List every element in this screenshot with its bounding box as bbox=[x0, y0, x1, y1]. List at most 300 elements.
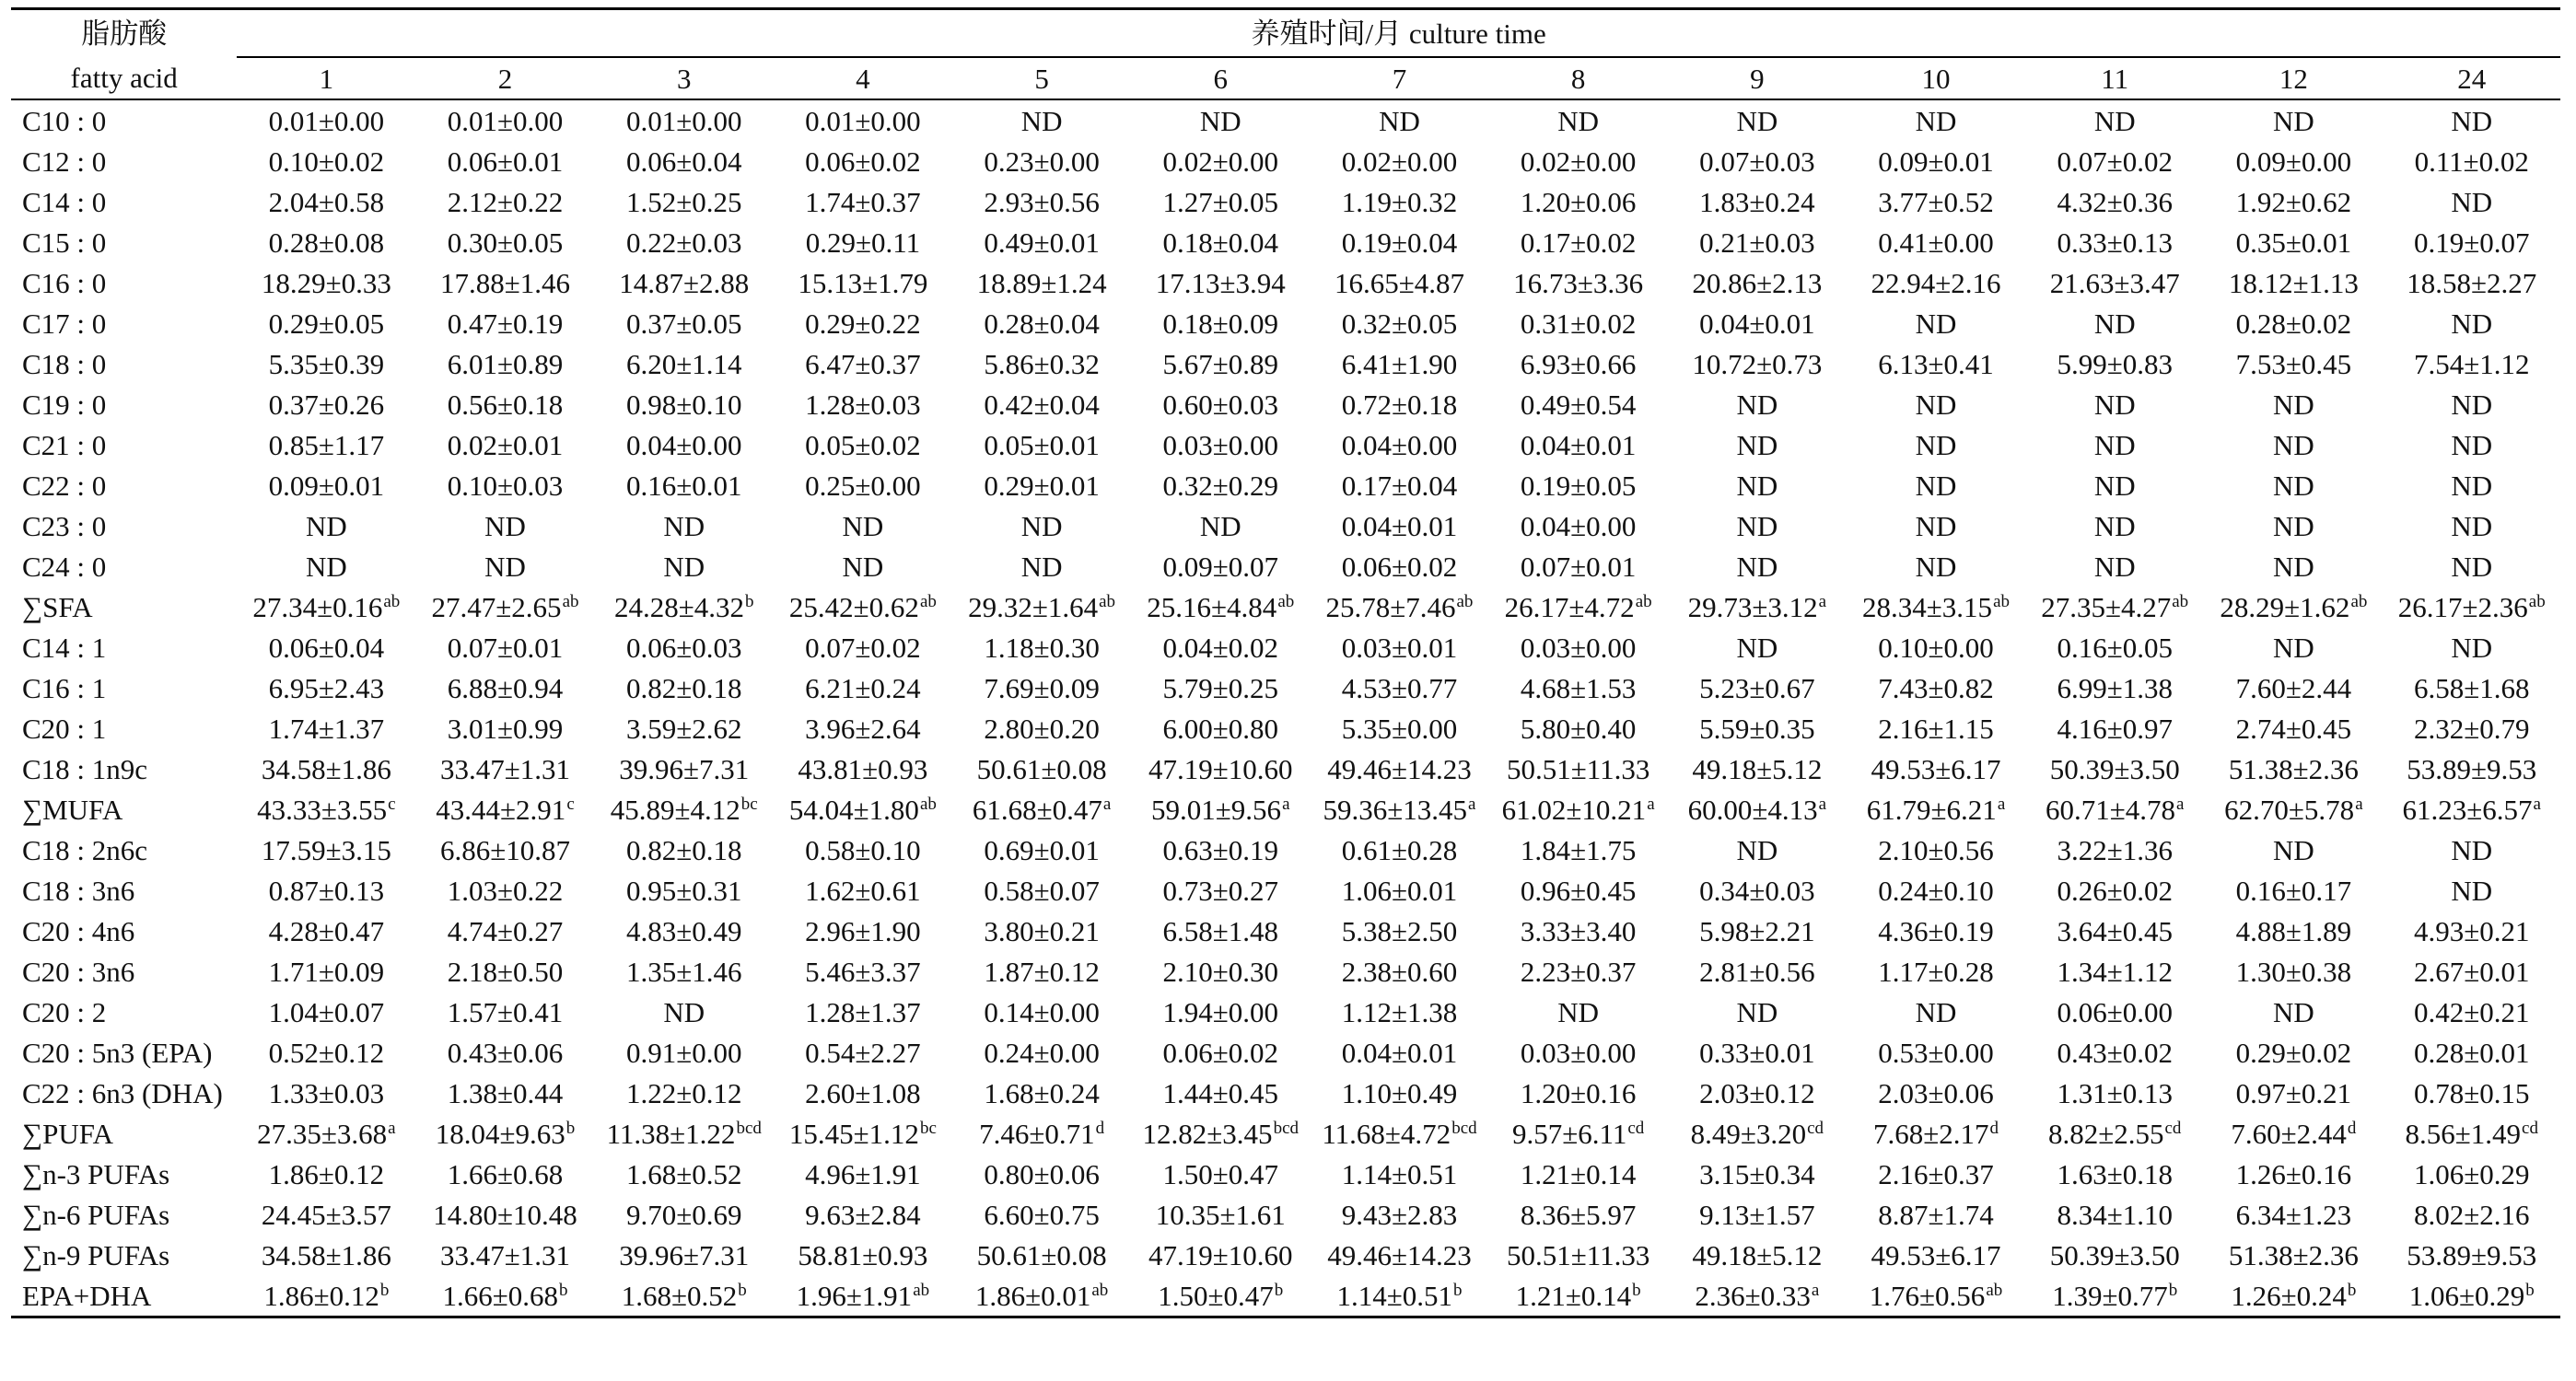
cell-value: ND bbox=[1915, 428, 1957, 461]
cell-value: ND bbox=[2451, 469, 2493, 502]
table-row bbox=[11, 951, 2560, 992]
cell-value: 16.73±3.36 bbox=[1513, 266, 1644, 299]
value-cell bbox=[415, 303, 594, 343]
significance-letter: ab bbox=[1277, 591, 1295, 611]
cell-value: 3.15±0.34 bbox=[1699, 1157, 1815, 1190]
value-cell bbox=[1847, 222, 2025, 262]
value-cell bbox=[415, 870, 594, 911]
cell-value: 5.35±0.39 bbox=[268, 347, 385, 380]
cell-value: 0.33±0.01 bbox=[1699, 1036, 1815, 1069]
value-cell bbox=[237, 627, 415, 667]
cell-value: 0.29±0.01 bbox=[984, 469, 1100, 502]
cell-value: 2.16±1.15 bbox=[1878, 712, 1994, 745]
cell-value: 0.26±0.02 bbox=[2057, 874, 2173, 907]
value-cell bbox=[1131, 667, 1310, 708]
value-cell bbox=[952, 222, 1131, 262]
value-cell bbox=[1310, 222, 1488, 262]
value-cell bbox=[415, 749, 594, 789]
value-cell bbox=[237, 1275, 415, 1317]
value-cell bbox=[2025, 181, 2204, 222]
cell-value: ND bbox=[2093, 509, 2136, 542]
cell-value: ND bbox=[2093, 469, 2136, 502]
value-cell bbox=[2384, 262, 2561, 303]
row-label: C18 : 0 bbox=[22, 347, 107, 380]
value-cell bbox=[1131, 951, 1310, 992]
cell-value: 11.38±1.22 bbox=[606, 1117, 736, 1150]
cell-value: 0.19±0.04 bbox=[1341, 226, 1458, 259]
value-cell bbox=[1668, 424, 1847, 465]
value-cell bbox=[1310, 1032, 1488, 1073]
value-cell bbox=[1310, 1275, 1488, 1317]
value-cell bbox=[2025, 384, 2204, 424]
cell-value: 6.47±0.37 bbox=[805, 347, 921, 380]
cell-value: 43.33±3.55 bbox=[257, 793, 388, 826]
cell-value: 0.29±0.22 bbox=[805, 307, 921, 340]
value-cell bbox=[2204, 303, 2383, 343]
cell-value: 1.84±1.75 bbox=[1520, 833, 1637, 866]
table-row bbox=[11, 1235, 2560, 1275]
cell-value: 7.69±0.09 bbox=[984, 671, 1100, 704]
cell-value: 0.04±0.02 bbox=[1162, 631, 1279, 664]
value-cell bbox=[1310, 870, 1488, 911]
value-cell bbox=[1847, 1032, 2025, 1073]
value-cell bbox=[774, 181, 952, 222]
cell-value: 1.63±0.18 bbox=[2057, 1157, 2173, 1190]
cell-value: 4.36±0.19 bbox=[1878, 914, 1994, 947]
value-cell bbox=[1668, 708, 1847, 749]
cell-value: 1.21±0.14 bbox=[1520, 1157, 1637, 1190]
cell-value: 27.35±4.27 bbox=[2041, 590, 2172, 623]
cell-value: ND bbox=[2093, 307, 2136, 340]
cell-value: 0.95±0.31 bbox=[625, 874, 742, 907]
value-cell bbox=[952, 870, 1131, 911]
cell-value: 6.21±0.24 bbox=[805, 671, 921, 704]
row-label: ∑SFA bbox=[22, 590, 93, 623]
value-cell bbox=[1847, 749, 2025, 789]
cell-value: 1.71±0.09 bbox=[268, 955, 385, 988]
cell-value: 60.71±4.78 bbox=[2045, 793, 2175, 826]
month-header-cell: 2 bbox=[415, 57, 594, 99]
value-cell bbox=[1489, 99, 1668, 141]
cell-value: ND bbox=[1557, 104, 1600, 137]
cell-value: 18.12±1.13 bbox=[2228, 266, 2359, 299]
cell-value: 1.10±0.49 bbox=[1341, 1076, 1458, 1109]
value-cell bbox=[952, 1154, 1131, 1194]
cell-value: 0.96±0.45 bbox=[1520, 874, 1637, 907]
value-cell bbox=[1847, 546, 2025, 586]
cell-value: 0.58±0.07 bbox=[984, 874, 1100, 907]
cell-value: 0.37±0.26 bbox=[268, 388, 385, 421]
cell-value: 1.06±0.29 bbox=[2408, 1279, 2525, 1312]
value-cell bbox=[952, 1194, 1131, 1235]
value-cell bbox=[1489, 1073, 1668, 1113]
month-header-cell: 5 bbox=[952, 57, 1131, 99]
value-cell bbox=[952, 667, 1131, 708]
cell-value: 0.07±0.01 bbox=[447, 631, 564, 664]
cell-value: 1.66±0.68 bbox=[442, 1279, 559, 1312]
cell-value: ND bbox=[842, 550, 884, 583]
cell-value: ND bbox=[484, 550, 526, 583]
cell-value: 1.34±1.12 bbox=[2057, 955, 2173, 988]
value-cell bbox=[237, 222, 415, 262]
value-cell bbox=[774, 465, 952, 505]
month-header-cell: 1 bbox=[237, 57, 415, 99]
value-cell bbox=[2025, 789, 2204, 830]
cell-value: 4.88±1.89 bbox=[2235, 914, 2352, 947]
value-cell bbox=[415, 830, 594, 870]
cell-value: ND bbox=[305, 509, 347, 542]
value-cell bbox=[774, 343, 952, 384]
significance-letter: ab bbox=[1099, 591, 1116, 611]
value-cell bbox=[1847, 303, 2025, 343]
cell-value: 1.35±1.46 bbox=[625, 955, 742, 988]
cell-value: 1.86±0.12 bbox=[263, 1279, 379, 1312]
significance-letter: b bbox=[1632, 1280, 1641, 1300]
value-cell bbox=[1668, 303, 1847, 343]
value-cell bbox=[2025, 424, 2204, 465]
cell-value: 0.73±0.27 bbox=[1162, 874, 1279, 907]
cell-value: 5.67±0.89 bbox=[1162, 347, 1279, 380]
value-cell bbox=[1847, 465, 2025, 505]
value-cell bbox=[415, 992, 594, 1032]
significance-letter: ab bbox=[2528, 591, 2546, 611]
value-cell bbox=[2204, 830, 2383, 870]
cell-value: 1.38±0.44 bbox=[447, 1076, 564, 1109]
value-cell bbox=[1847, 870, 2025, 911]
cell-value: 7.53±0.45 bbox=[2235, 347, 2352, 380]
cell-value: 0.02±0.00 bbox=[1162, 145, 1279, 178]
cell-value: 43.44±2.91 bbox=[436, 793, 566, 826]
value-cell bbox=[1668, 99, 1847, 141]
value-cell bbox=[595, 911, 774, 951]
value-cell bbox=[1310, 749, 1488, 789]
cell-value: 0.04±0.01 bbox=[1520, 428, 1637, 461]
value-cell bbox=[1131, 586, 1310, 627]
significance-letter: b bbox=[565, 1118, 576, 1138]
value-cell bbox=[1668, 505, 1847, 546]
row-label: C21 : 0 bbox=[22, 428, 107, 461]
value-cell bbox=[2384, 627, 2561, 667]
value-cell bbox=[237, 465, 415, 505]
row-label: C20 : 3n6 bbox=[22, 955, 135, 988]
value-cell bbox=[237, 343, 415, 384]
row-label: C24 : 0 bbox=[22, 550, 107, 583]
value-cell bbox=[237, 586, 415, 627]
value-cell bbox=[2204, 181, 2383, 222]
cell-value: 0.28±0.04 bbox=[984, 307, 1100, 340]
cell-value: 33.47±1.31 bbox=[440, 752, 571, 785]
value-cell bbox=[1310, 424, 1488, 465]
value-cell bbox=[1131, 1154, 1310, 1194]
cell-value: 26.17±2.36 bbox=[2397, 590, 2528, 623]
cell-value: ND bbox=[1736, 550, 1778, 583]
cell-value: 28.29±1.62 bbox=[2220, 590, 2350, 623]
cell-value: 21.63±3.47 bbox=[2049, 266, 2180, 299]
cell-value: ND bbox=[2451, 550, 2493, 583]
cell-value: 0.04±0.01 bbox=[1699, 307, 1815, 340]
value-cell bbox=[1847, 1194, 2025, 1235]
value-cell bbox=[774, 749, 952, 789]
significance-letter: bcd bbox=[1273, 1118, 1299, 1138]
value-cell bbox=[2384, 1154, 2561, 1194]
value-cell bbox=[2384, 708, 2561, 749]
table-row bbox=[11, 870, 2560, 911]
value-cell bbox=[1847, 343, 2025, 384]
cell-value: 2.38±0.60 bbox=[1341, 955, 1458, 988]
value-cell bbox=[952, 505, 1131, 546]
row-label: C20 : 5n3 (EPA) bbox=[22, 1036, 213, 1069]
value-cell bbox=[1489, 1154, 1668, 1194]
value-cell bbox=[2025, 749, 2204, 789]
value-cell bbox=[1847, 992, 2025, 1032]
cell-value: 7.43±0.82 bbox=[1878, 671, 1994, 704]
value-cell bbox=[1668, 343, 1847, 384]
cell-value: 2.03±0.06 bbox=[1878, 1076, 1994, 1109]
value-cell bbox=[595, 1113, 774, 1154]
value-cell bbox=[2204, 951, 2383, 992]
cell-value: 1.66±0.68 bbox=[447, 1157, 564, 1190]
cell-value: ND bbox=[1020, 550, 1063, 583]
value-cell bbox=[595, 424, 774, 465]
cell-value: 0.43±0.02 bbox=[2057, 1036, 2173, 1069]
cell-value: 0.19±0.07 bbox=[2413, 226, 2530, 259]
cell-value: ND bbox=[663, 995, 705, 1028]
table-body bbox=[11, 99, 2560, 1317]
significance-letter: d bbox=[1989, 1118, 1999, 1138]
cell-value: 0.54±2.27 bbox=[805, 1036, 921, 1069]
table-row bbox=[11, 1032, 2560, 1073]
cell-value: 0.47±0.19 bbox=[447, 307, 564, 340]
cell-value: 2.12±0.22 bbox=[447, 185, 564, 218]
cell-value: 27.34±0.16 bbox=[252, 590, 383, 623]
value-cell bbox=[774, 262, 952, 303]
cell-value: 0.01±0.00 bbox=[447, 104, 564, 137]
value-cell bbox=[237, 911, 415, 951]
cell-value: 51.38±2.36 bbox=[2228, 1238, 2359, 1271]
value-cell bbox=[1668, 667, 1847, 708]
value-cell bbox=[1310, 1073, 1488, 1113]
value-cell bbox=[1131, 749, 1310, 789]
significance-letter: a bbox=[1282, 794, 1290, 814]
value-cell bbox=[237, 262, 415, 303]
significance-letter: cd bbox=[1807, 1118, 1824, 1138]
significance-letter: cd bbox=[2522, 1118, 2538, 1138]
cell-value: 1.26±0.24 bbox=[2231, 1279, 2347, 1312]
value-cell bbox=[952, 1073, 1131, 1113]
cell-value: 1.06±0.01 bbox=[1341, 874, 1458, 907]
value-cell bbox=[415, 708, 594, 749]
table-row bbox=[11, 1275, 2560, 1317]
cell-value: 1.26±0.16 bbox=[2235, 1157, 2352, 1190]
value-cell bbox=[774, 586, 952, 627]
cell-value: 0.22±0.03 bbox=[625, 226, 742, 259]
significance-letter: b bbox=[2168, 1280, 2178, 1300]
cell-value: 2.32±0.79 bbox=[2413, 712, 2530, 745]
cell-value: 0.06±0.04 bbox=[625, 145, 742, 178]
cell-value: 9.63±2.84 bbox=[805, 1198, 921, 1231]
cell-value: 50.39±3.50 bbox=[2049, 1238, 2180, 1271]
cell-value: ND bbox=[1736, 509, 1778, 542]
cell-value: 0.58±0.10 bbox=[805, 833, 921, 866]
cell-value: 0.09±0.00 bbox=[2235, 145, 2352, 178]
culture-time-header: 养殖时间/月 culture time bbox=[237, 9, 2560, 58]
value-cell bbox=[415, 384, 594, 424]
table-row bbox=[11, 465, 2560, 505]
cell-value: 8.87±1.74 bbox=[1878, 1198, 1994, 1231]
value-cell bbox=[2025, 141, 2204, 181]
value-cell bbox=[2025, 1275, 2204, 1317]
cell-value: 0.07±0.02 bbox=[805, 631, 921, 664]
value-cell bbox=[1847, 99, 2025, 141]
value-cell bbox=[2025, 911, 2204, 951]
cell-value: 0.97±0.21 bbox=[2235, 1076, 2352, 1109]
value-cell bbox=[952, 465, 1131, 505]
value-cell bbox=[415, 181, 594, 222]
value-cell bbox=[952, 951, 1131, 992]
cell-value: 33.47±1.31 bbox=[440, 1238, 571, 1271]
cell-value: 6.99±1.38 bbox=[2057, 671, 2173, 704]
cell-value: 0.82±0.18 bbox=[625, 671, 742, 704]
cell-value: 0.80±0.06 bbox=[984, 1157, 1100, 1190]
cell-value: 49.18±5.12 bbox=[1692, 752, 1823, 785]
value-cell bbox=[2384, 1113, 2561, 1154]
value-cell bbox=[595, 870, 774, 911]
value-cell bbox=[1847, 1113, 2025, 1154]
value-cell bbox=[774, 667, 952, 708]
table-row bbox=[11, 830, 2560, 870]
value-cell bbox=[952, 627, 1131, 667]
significance-letter: a bbox=[1818, 794, 1827, 814]
value-cell bbox=[1668, 911, 1847, 951]
value-cell bbox=[2384, 992, 2561, 1032]
row-label: C23 : 0 bbox=[22, 509, 107, 542]
cell-value: 1.96±1.91 bbox=[796, 1279, 913, 1312]
cell-value: 9.43±2.83 bbox=[1341, 1198, 1458, 1231]
value-cell bbox=[415, 99, 594, 141]
cell-value: 2.04±0.58 bbox=[268, 185, 385, 218]
table-row bbox=[11, 1194, 2560, 1235]
value-cell bbox=[2025, 1032, 2204, 1073]
value-cell bbox=[1489, 384, 1668, 424]
cell-value: 16.65±4.87 bbox=[1334, 266, 1464, 299]
value-cell bbox=[1310, 465, 1488, 505]
cell-value: 1.74±1.37 bbox=[268, 712, 385, 745]
value-cell bbox=[237, 708, 415, 749]
cell-value: 0.14±0.00 bbox=[984, 995, 1100, 1028]
cell-value: 20.86±2.13 bbox=[1692, 266, 1823, 299]
cell-value: 60.00±4.13 bbox=[1687, 793, 1818, 826]
table-row bbox=[11, 546, 2560, 586]
cell-value: 0.07±0.02 bbox=[2057, 145, 2173, 178]
value-cell bbox=[595, 1073, 774, 1113]
significance-letter: d bbox=[2347, 1118, 2357, 1138]
value-cell bbox=[237, 424, 415, 465]
cell-value: 4.83±0.49 bbox=[625, 914, 742, 947]
value-cell bbox=[952, 141, 1131, 181]
value-cell bbox=[1310, 667, 1488, 708]
cell-value: 2.23±0.37 bbox=[1520, 955, 1637, 988]
value-cell bbox=[1131, 262, 1310, 303]
cell-value: 0.33±0.13 bbox=[2057, 226, 2173, 259]
significance-letter: bc bbox=[919, 1118, 937, 1138]
cell-value: ND bbox=[1915, 509, 1957, 542]
table-row bbox=[11, 424, 2560, 465]
row-label: C18 : 2n6c bbox=[22, 833, 148, 866]
cell-value: 6.58±1.68 bbox=[2413, 671, 2530, 704]
cell-value: 0.87±0.13 bbox=[268, 874, 385, 907]
cell-value: 1.28±0.03 bbox=[805, 388, 921, 421]
cell-value: 49.18±5.12 bbox=[1692, 1238, 1823, 1271]
cell-value: 3.59±2.62 bbox=[625, 712, 742, 745]
significance-letter: b bbox=[559, 1280, 568, 1300]
cell-value: 0.06±0.02 bbox=[1162, 1036, 1279, 1069]
cell-value: 0.02±0.00 bbox=[1520, 145, 1637, 178]
value-cell bbox=[1310, 911, 1488, 951]
cell-value: 27.35±3.68 bbox=[257, 1117, 388, 1150]
value-cell bbox=[1131, 343, 1310, 384]
value-cell bbox=[1310, 992, 1488, 1032]
value-cell bbox=[415, 627, 594, 667]
value-cell bbox=[1489, 181, 1668, 222]
cell-value: 0.02±0.00 bbox=[1341, 145, 1458, 178]
month-header-cell: 24 bbox=[2384, 57, 2561, 99]
cell-value: 7.46±0.71 bbox=[979, 1117, 1095, 1150]
value-cell bbox=[595, 1154, 774, 1194]
value-cell bbox=[415, 222, 594, 262]
cell-value: 50.51±11.33 bbox=[1506, 1238, 1650, 1271]
value-cell bbox=[1847, 789, 2025, 830]
cell-value: 53.89±9.53 bbox=[2407, 752, 2537, 785]
value-cell bbox=[415, 546, 594, 586]
cell-value: 8.56±1.49 bbox=[2405, 1117, 2522, 1150]
value-cell bbox=[2384, 424, 2561, 465]
cell-value: 11.68±4.72 bbox=[1322, 1117, 1451, 1150]
cell-value: 1.14±0.51 bbox=[1336, 1279, 1452, 1312]
cell-value: 5.46±3.37 bbox=[805, 955, 921, 988]
row-label: C14 : 1 bbox=[22, 631, 107, 664]
month-header-cell: 12 bbox=[2204, 57, 2383, 99]
cell-value: ND bbox=[2451, 104, 2493, 137]
cell-value: 53.89±9.53 bbox=[2407, 1238, 2537, 1271]
value-cell bbox=[237, 870, 415, 911]
value-cell bbox=[1847, 1235, 2025, 1275]
value-cell bbox=[595, 667, 774, 708]
value-cell bbox=[774, 303, 952, 343]
value-cell bbox=[2025, 343, 2204, 384]
cell-value: 0.49±0.54 bbox=[1520, 388, 1637, 421]
cell-value: 1.50±0.47 bbox=[1162, 1157, 1279, 1190]
value-cell bbox=[1847, 911, 2025, 951]
cell-value: ND bbox=[2273, 104, 2314, 137]
cell-value: 2.80±0.20 bbox=[984, 712, 1100, 745]
table-header bbox=[11, 9, 2560, 100]
value-cell bbox=[1668, 1275, 1847, 1317]
significance-letter: a bbox=[1468, 794, 1476, 814]
cell-value: 0.03±0.01 bbox=[1341, 631, 1458, 664]
cell-value: 15.13±1.79 bbox=[798, 266, 928, 299]
value-cell bbox=[237, 992, 415, 1032]
cell-value: 1.04±0.07 bbox=[268, 995, 385, 1028]
value-cell bbox=[774, 1194, 952, 1235]
value-cell bbox=[1668, 262, 1847, 303]
value-cell bbox=[1310, 505, 1488, 546]
value-cell bbox=[2384, 343, 2561, 384]
cell-value: 1.19±0.32 bbox=[1341, 185, 1458, 218]
value-cell bbox=[2025, 99, 2204, 141]
cell-value: ND bbox=[2093, 388, 2136, 421]
value-cell bbox=[952, 1235, 1131, 1275]
value-cell bbox=[1668, 1073, 1847, 1113]
